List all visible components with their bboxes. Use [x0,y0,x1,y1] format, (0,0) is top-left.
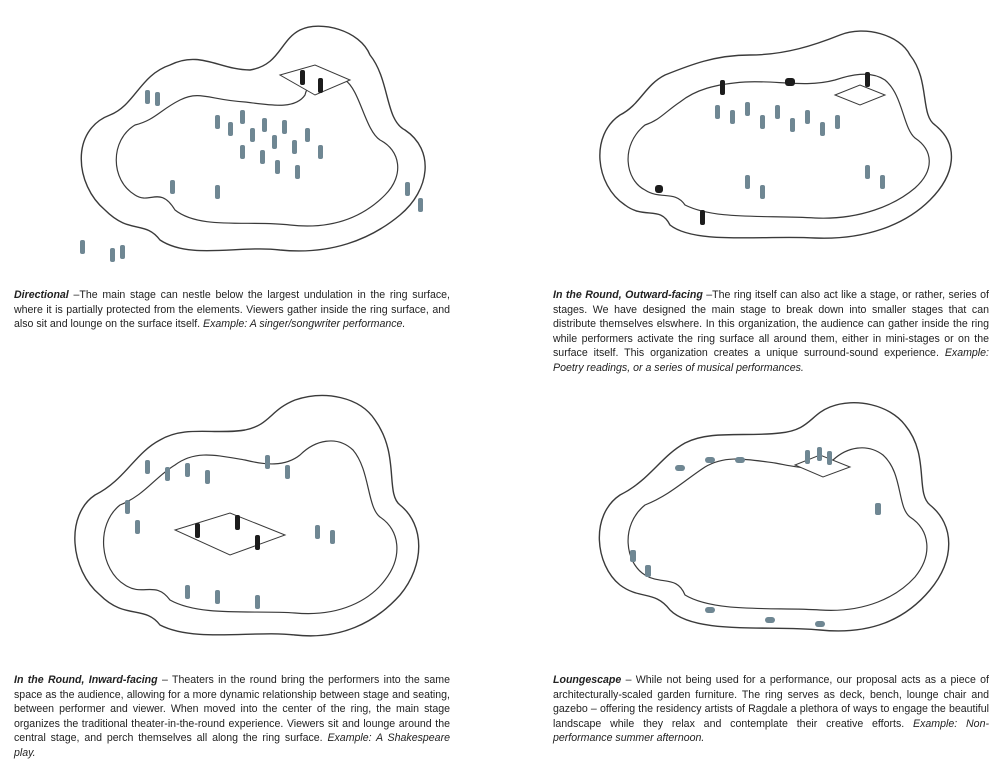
performer-figure [235,515,240,530]
lounging-figure [645,565,651,577]
audience-figure [215,590,220,604]
audience-figure [80,240,85,254]
audience-figure [110,248,115,262]
performer-figure [255,535,260,550]
caption-example: Example: Non-performance summer afternoon. [553,717,989,744]
audience-figure [760,185,765,199]
audience-figure [260,150,265,164]
lounging-figure [765,617,775,623]
caption-body: –The main stage can nestle below the largest undulation in the ring surface, where it is partially protected from the elements. Viewers gather inside the ring surface, and also sit and lounge on the surface itself. [14,289,450,330]
caption-loungescape [553,673,989,746]
audience-figure [262,118,267,132]
audience-figure [775,105,780,119]
lounging-figure [817,447,822,461]
caption-inward [14,673,450,760]
ring-diagram-outward [585,10,985,250]
lounging-figure [705,607,715,613]
audience-figure [745,102,750,116]
audience-figure [165,467,170,481]
audience-figure [805,110,810,124]
audience-figure [820,122,825,136]
audience-figure [255,595,260,609]
audience-figure [315,525,320,539]
caption-directional [14,288,450,332]
caption-title: In the Round, Inward-facing [14,674,158,686]
performer-figure [195,523,200,538]
performer-figure [700,210,705,225]
audience-figure [760,115,765,129]
caption-example: Example: A Shakespeare play. [14,732,450,759]
audience-figure [880,175,885,189]
audience-figure [282,120,287,134]
lounging-figure [875,503,881,515]
caption-outward [553,288,989,375]
caption-title: Directional [14,289,69,301]
performer-figure [865,72,870,87]
audience-figure [185,463,190,477]
audience-figure [145,460,150,474]
ring-diagram-inward [55,385,455,645]
caption-example: Example: A singer/songwriter performance. [203,318,406,330]
caption-title: Loungescape [553,674,622,686]
audience-figure [215,115,220,129]
performer-figure [300,70,305,85]
audience-figure [155,92,160,106]
audience-figure [285,465,290,479]
audience-figure [405,182,410,196]
audience-figure [215,185,220,199]
audience-figure [120,245,125,259]
audience-figure [745,175,750,189]
performer-figure [655,185,663,193]
performer-figure [318,78,323,93]
audience-figure [240,110,245,124]
caption-body: – Theaters in the round bring the performers into the same space as the audience, allowing for a more dynamic relationship between stage and seating, between performer and viewer. When moved into the center of the ring, the main stage organizes the traditional theater-in-the-round experience. Viewers sit and lounge around the central stage, and perch themselves all along the ring surface. [14,674,450,744]
lounging-figure [705,457,715,463]
audience-figure [205,470,210,484]
audience-figure [295,165,300,179]
audience-figure [125,500,130,514]
audience-figure [240,145,245,159]
audience-figure [330,530,335,544]
lounging-figure [675,465,685,471]
audience-figure [145,90,150,104]
audience-figure [228,122,233,136]
audience-figure [865,165,870,179]
audience-figure [272,135,277,149]
audience-figure [790,118,795,132]
caption-title: In the Round, Outward-facing [553,289,703,301]
lounging-figure [815,621,825,627]
caption-example: Example: Poetry readings, or a series of musical performances. [553,347,989,374]
audience-figure [275,160,280,174]
audience-figure [715,105,720,119]
performer-figure [720,80,725,95]
performer-figure [785,78,795,86]
lounging-figure [735,457,745,463]
audience-figure [185,585,190,599]
audience-figure [835,115,840,129]
caption-body: – While not being used for a performance, our proposal acts as a piece of architecturally-scaled garden furniture. The ring serves as deck, bench, lounge chair and gazebo – offering the residency artists of Ragdale a plethora of ways to engage the beautiful landscape while they relax and contemplate their creative efforts. [553,674,989,730]
ring-structure [75,396,419,636]
audience-figure [418,198,423,212]
ring-structure [599,403,948,631]
lounging-figure [805,450,810,464]
ring-diagram-directional [50,10,470,265]
lounging-figure [827,451,832,465]
ring-diagram-loungescape [585,385,985,645]
audience-figure [292,140,297,154]
audience-figure [318,145,323,159]
audience-figure [265,455,270,469]
audience-figure [305,128,310,142]
audience-figure [170,180,175,194]
audience-figure [730,110,735,124]
ring-structure [600,31,952,238]
audience-figure [135,520,140,534]
audience-figure [250,128,255,142]
lounging-figure [630,550,636,562]
caption-body: –The ring itself can also act like a stage, or rather, series of stages. We have designed the main stage to break down into smaller stages that can distribute themselves elswhere. In this organization, the audience can gather inside the ring while performers activate the ring surface all around them, either in mini-stages or on the surface itself. This organization creates a unique surround-sound experience. [553,289,989,359]
